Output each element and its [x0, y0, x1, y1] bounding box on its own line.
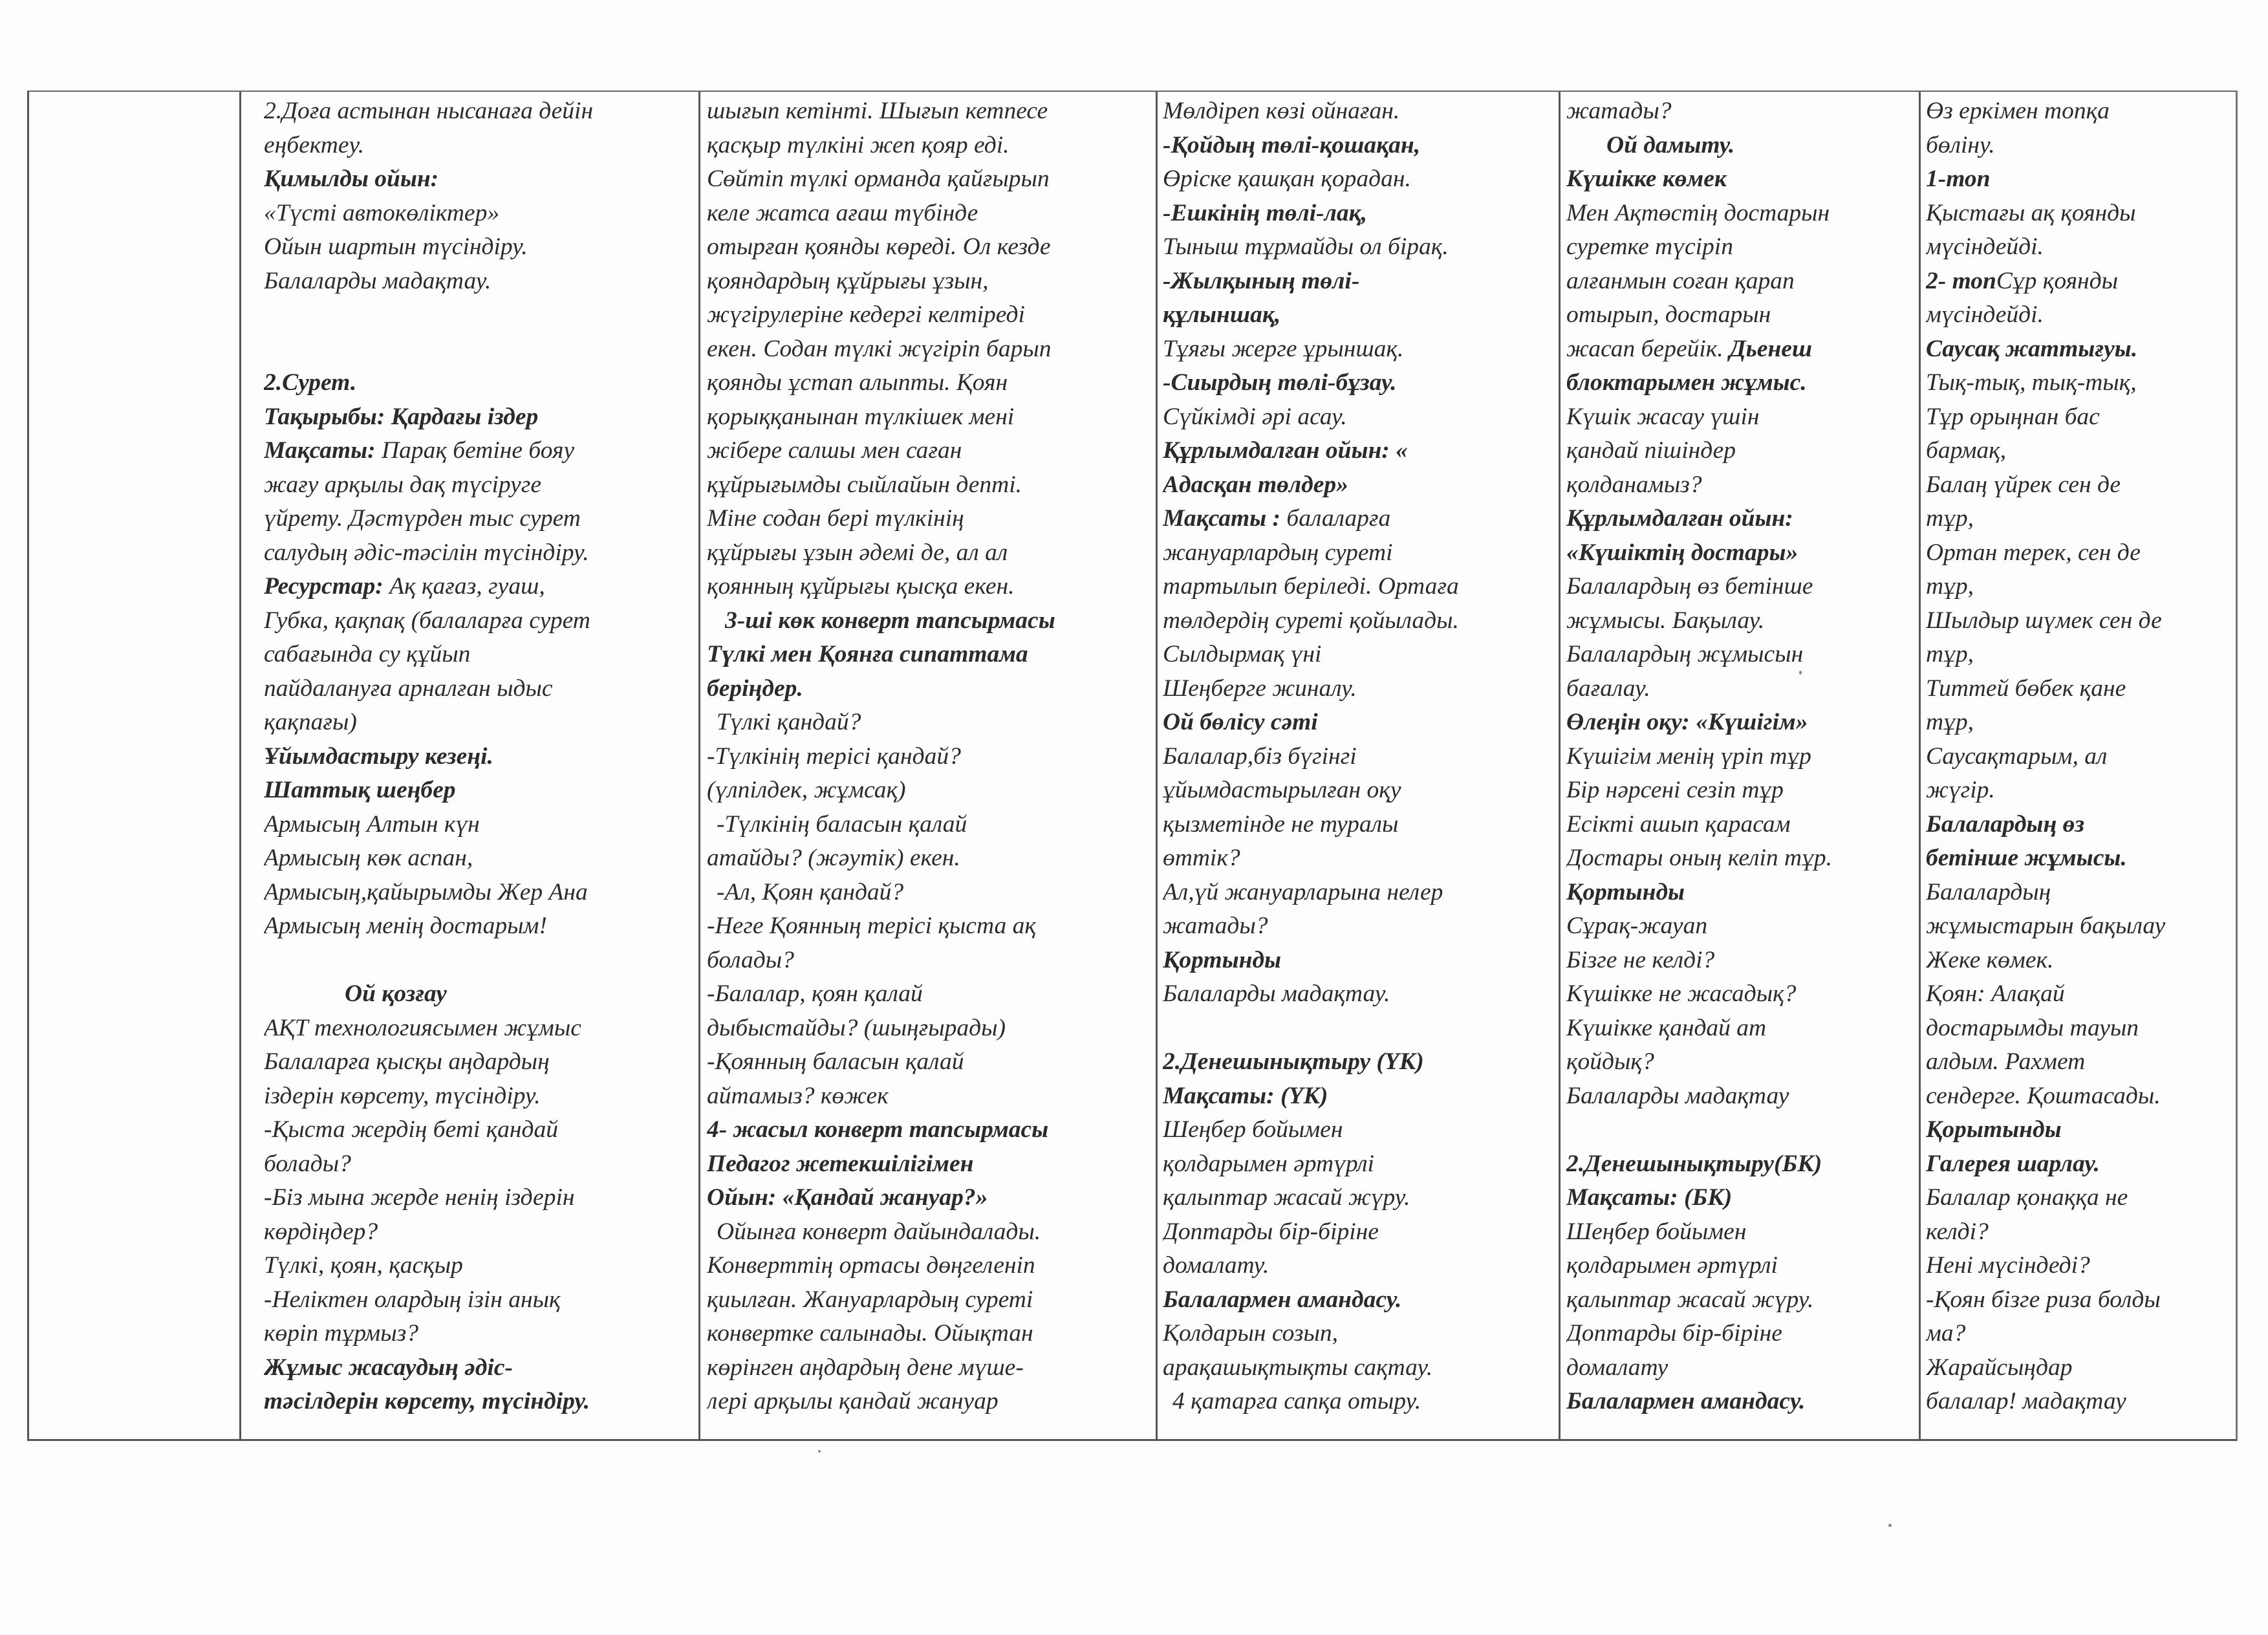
- text-line: (үлпілдек, жұмсақ): [707, 777, 906, 803]
- text-line: келді?: [1926, 1218, 1989, 1245]
- text-line: бармақ,: [1926, 437, 2007, 464]
- text-line: қасқыр түлкіні жеп қояр еді.: [707, 131, 1010, 158]
- text-line-label: Дьенеш: [1729, 335, 1813, 362]
- text-line: құйрығымды сыйлайын депті.: [707, 471, 1022, 498]
- text-line: Қолдарын созып,: [1163, 1320, 1339, 1347]
- text-line: -Қоян бізге риза болды: [1926, 1286, 2161, 1313]
- scan-speck: [1888, 1524, 1892, 1527]
- text-line: іздерін көрсету, түсіндіру.: [264, 1082, 541, 1109]
- scan-speck: [818, 1450, 821, 1453]
- column-divider: [698, 92, 700, 1439]
- text-line: Сүйкімді әрі асау.: [1163, 403, 1347, 430]
- text-line: [1163, 502, 1554, 536]
- text-line: еңбектеу.: [264, 131, 365, 158]
- text-line: «Күшіктің достары»: [1566, 539, 1798, 566]
- text-line: атайды? (жәутік) екен.: [707, 845, 960, 871]
- text-line: Конверттің ортасы дөңгеленіп: [707, 1252, 1035, 1279]
- text-line: қалыптар жасай жүру.: [1566, 1286, 1814, 1313]
- text-line: Күшігім менің үріп тұр: [1566, 742, 1811, 770]
- text-line: қиылған. Жануарлардың суреті: [707, 1286, 1033, 1313]
- text-line: [264, 332, 691, 367]
- text-line: 4 қатарға сапқа отыру.: [1172, 1388, 1421, 1414]
- text-line: алдым. Рахмет: [1926, 1048, 2086, 1075]
- text-line: Өз еркімен топқа: [1926, 98, 2110, 124]
- text-line: Балаларды мадақтау.: [264, 267, 491, 294]
- text-line: -Түлкінің баласын қалай: [717, 810, 967, 838]
- text-line: Күшікке не жасадық?: [1566, 980, 1797, 1007]
- text-line: [264, 434, 691, 468]
- text-line: Күшікке көмек: [1566, 166, 1727, 192]
- text-line: Міне содан бері түлкінің: [707, 505, 964, 532]
- text-line: Шеңбер бойымен: [1566, 1218, 1747, 1245]
- text-line: Мен Ақтөстің достарын: [1566, 199, 1830, 226]
- text-line: тұр,: [1926, 505, 1974, 532]
- text-line: жүгірулеріне кедергі келтіреді: [707, 301, 1025, 328]
- text-line: Ойынға конверт дайындалады.: [717, 1218, 1041, 1245]
- text-line: Балалардың өз: [1926, 810, 2085, 838]
- text-line: Саусақтарым, ал: [1926, 742, 2108, 770]
- text-line: бағалау.: [1566, 675, 1650, 702]
- text-line: Балалардың өз бетінше: [1566, 573, 1813, 600]
- text-line: қалыптар жасай жүру.: [1163, 1184, 1410, 1211]
- text-line: Балалардың: [1926, 878, 2051, 905]
- text-line-label: Ресурстар:: [264, 573, 383, 600]
- text-line: сендерге. Қоштасады.: [1926, 1082, 2161, 1109]
- text-line: жатады?: [1566, 98, 1672, 124]
- text-line: -Ешкінің төлі-лақ,: [1163, 199, 1368, 226]
- text-line: Ойын шартын түсіндіру.: [264, 233, 528, 260]
- text-line: балалар! мадақтау: [1926, 1388, 2126, 1414]
- text-line-label: Мақсаты:: [264, 437, 376, 464]
- text-line: бетінше жұмысы.: [1926, 845, 2127, 871]
- text-line: Адасқан төлдер»: [1163, 471, 1348, 498]
- text-line: [1566, 332, 1916, 367]
- text-line: Сөйтіп түлкі орманда қайғырып: [707, 166, 1050, 192]
- text-line: Нені мүсіндеді?: [1926, 1252, 2090, 1279]
- text-line: Балаларға қысқы аңдардың: [264, 1048, 550, 1075]
- table-cell-activity-5: [1926, 94, 2236, 1419]
- text-line: отырған қоянды көреді. Ол кезде: [707, 233, 1051, 260]
- text-line: отырып, достарын: [1566, 301, 1771, 328]
- text-line: тұр,: [1926, 573, 1974, 600]
- text-line: Ал,үй жануарларына нелер: [1163, 878, 1443, 905]
- text-line: құлыншақ,: [1163, 301, 1281, 328]
- text-line: болады?: [264, 1150, 351, 1177]
- text-line: қызметінде не туралы: [1163, 810, 1399, 838]
- text-line: -Неге Қоянның терісі қыста ақ: [707, 913, 1036, 939]
- text-line: -Түлкінің терісі қандай?: [707, 742, 961, 770]
- text-line: Күшікке қандай ат: [1566, 1014, 1767, 1041]
- text-line: Бір нәрсені сезіп тұр: [1566, 777, 1784, 803]
- text-line: -Қойдың төлі-қошақан,: [1163, 131, 1421, 158]
- text-line: үйрету. Дәстүрден тыс сурет: [264, 505, 581, 532]
- text-line: Жұмыс жасаудың әдіс-: [264, 1354, 513, 1381]
- text-line: Жеке көмек.: [1926, 946, 2054, 973]
- text-line: болады?: [707, 946, 794, 973]
- text-line-label: 2- топ: [1926, 267, 1996, 294]
- text-line: Сұрақ-жауап: [1566, 913, 1708, 939]
- text-line: жүгір.: [1926, 777, 1995, 803]
- text-line: көрінген аңдардың дене мүше-: [707, 1354, 1024, 1381]
- text-line: Күшік жасау үшін: [1566, 403, 1760, 430]
- text-line: -Қоянның баласын қалай: [707, 1048, 964, 1075]
- text-line: Шеңберге жиналу.: [1163, 675, 1357, 702]
- text-line: Ұйымдастыру кезеңі.: [264, 742, 493, 770]
- text-line: Балалармен амандасу.: [1163, 1286, 1402, 1313]
- text-line: Түлкі мен Қоянға сипаттама: [707, 641, 1028, 667]
- text-line-rest: жасап берейік.: [1566, 335, 1730, 362]
- text-line: Қоян: Алақай: [1926, 980, 2065, 1007]
- text-line: Балалар,біз бүгінгі: [1163, 742, 1357, 770]
- text-line: [264, 298, 691, 332]
- table-cell-activity-1: [264, 94, 691, 1419]
- text-line: 4- жасыл конверт тапсырмасы: [707, 1116, 1049, 1143]
- text-line: Шаттық шеңбер: [264, 777, 456, 803]
- text-line: жануарлардың суреті: [1163, 539, 1393, 566]
- text-line: -Балалар, қоян қалай: [707, 980, 923, 1007]
- text-line: көрдіңдер?: [264, 1218, 378, 1245]
- text-line: қолдарымен әртүрлі: [1163, 1150, 1374, 1177]
- text-line: жібере салшы мен саған: [707, 437, 962, 464]
- text-line: тәсілдерін көрсету, түсіндіру.: [264, 1388, 590, 1414]
- text-line-label: Мақсаты :: [1163, 505, 1281, 532]
- text-line: өттік?: [1163, 845, 1240, 871]
- text-line: достарымды тауып: [1926, 1014, 2139, 1041]
- text-line: төлдердің суреті қойылады.: [1163, 607, 1459, 634]
- text-line: жатады?: [1163, 913, 1268, 939]
- text-line: [1163, 1012, 1554, 1046]
- text-line: жағу арқылы дақ түсіруге: [264, 471, 542, 498]
- text-line: Ортан терек, сен де: [1926, 539, 2141, 566]
- text-line: Армысың,қайырымды Жер Ана: [264, 878, 588, 905]
- text-line: Галерея шарлау.: [1926, 1150, 2100, 1177]
- text-line: келе жатса ағаш түбінде: [707, 199, 978, 226]
- text-line: қоянды ұстап алыпты. Қоян: [707, 369, 1008, 396]
- text-line: Шеңбер бойымен: [1163, 1116, 1343, 1143]
- text-line: Құрлымдалған ойын:: [1566, 505, 1793, 532]
- text-line: -Жылқының төлі-: [1163, 267, 1360, 294]
- text-line: -Ал, Қоян қандай?: [717, 878, 904, 905]
- text-line: лері арқылы қандай жануар: [707, 1388, 999, 1414]
- text-line: Балаң үйрек сен де: [1926, 471, 2121, 498]
- table-cell-activity-2: [707, 94, 1150, 1419]
- text-line: Мөлдіреп көзі ойнаған.: [1163, 98, 1400, 124]
- text-line: Мақсаты: (ҮК): [1163, 1082, 1328, 1109]
- text-line: құйрығы ұзын әдемі де, ал ал: [707, 539, 1008, 566]
- text-line: Түлкі, қоян, қасқыр: [264, 1252, 463, 1279]
- text-line: ұйымдастырылған оқу: [1163, 777, 1401, 803]
- text-line: мүсіндейді.: [1926, 301, 2044, 328]
- text-line: Балалармен амандасу.: [1566, 1388, 1806, 1414]
- text-line: 2.Денешынықтыру(БК): [1566, 1150, 1822, 1177]
- text-line: екен. Содан түлкі жүгіріп барып: [707, 335, 1052, 362]
- text-line: Құрлымдалған ойын: «: [1163, 437, 1408, 464]
- text-line: пайдалануға арналған ыдыс: [264, 675, 553, 702]
- text-line: 2.Денешынықтыру (ҮК): [1163, 1048, 1424, 1075]
- text-line: Жарайсыңдар: [1926, 1354, 2073, 1381]
- text-line: Балалардың жұмысын: [1566, 641, 1804, 667]
- text-line: қолданамыз?: [1566, 471, 1702, 498]
- text-line: суретке түсіріп: [1566, 233, 1733, 260]
- text-line: сабағында су құйып: [264, 641, 471, 667]
- text-line: Қортынды: [1163, 946, 1282, 973]
- text-line: Ой дамыту.: [1606, 131, 1735, 158]
- column-divider: [239, 92, 241, 1439]
- text-line-rest: балаларға: [1280, 505, 1391, 532]
- text-line: домалату: [1566, 1354, 1669, 1381]
- table-cell-activity-3: [1163, 94, 1554, 1419]
- text-line: -Біз мына жерде ненің іздерін: [264, 1184, 575, 1211]
- text-line: жұмыстарын бақылау: [1926, 913, 2166, 939]
- text-line: Титтей бөбек қане: [1926, 675, 2126, 702]
- text-line: 2.Сурет.: [264, 369, 357, 396]
- text-line: Қорытынды: [1926, 1116, 2062, 1143]
- text-line: «Түсті автокөліктер»: [264, 199, 500, 226]
- text-line: қақпағы): [264, 709, 357, 735]
- column-divider: [1919, 92, 1921, 1439]
- text-line: беріңдер.: [707, 675, 803, 702]
- text-line: шығып кетінті. Шығып кетпесе: [707, 98, 1048, 124]
- lesson-plan-table: [27, 91, 2238, 1441]
- text-line: Саусақ жаттығуы.: [1926, 335, 2138, 362]
- scan-speck: [1799, 671, 1802, 675]
- text-line: Армысың Алтын күн: [264, 810, 480, 838]
- text-line: Ойын: «Қандай жануар?»: [707, 1184, 988, 1211]
- text-line: -Сиырдың төлі-бұзау.: [1163, 369, 1397, 396]
- text-line: дыбыстайды? (шыңғырады): [707, 1014, 1006, 1041]
- text-line: көріп тұрмыз?: [264, 1320, 419, 1347]
- text-line: [264, 570, 691, 604]
- text-line: Доптарды бір-біріне: [1163, 1218, 1379, 1245]
- text-line: конвертке салынады. Ойықтан: [707, 1320, 1033, 1347]
- text-line: [1566, 1113, 1916, 1147]
- text-line: қояндардың құйрығы ұзын,: [707, 267, 989, 294]
- text-line: қандай пішіндер: [1566, 437, 1736, 464]
- text-line: Шылдыр шүмек сен де: [1926, 607, 2162, 634]
- text-line: Армысың менің достарым!: [264, 913, 547, 939]
- text-line: Ой бөлісу сәті: [1163, 709, 1318, 735]
- text-line: Губка, қақпақ (балаларға сурет: [264, 607, 590, 634]
- text-line: қорыққанынан түлкішек мені: [707, 403, 1015, 430]
- text-line: Тыныш тұрмайды ол бірақ.: [1163, 233, 1449, 260]
- text-line: қоянның құйрығы қысқа екен.: [707, 573, 1015, 600]
- text-line: Доптарды бір-біріне: [1566, 1320, 1782, 1347]
- text-line: бөліну.: [1926, 131, 1995, 158]
- column-divider: [1559, 92, 1561, 1439]
- text-line: тұр,: [1926, 709, 1974, 735]
- text-line: Ой қозғау: [345, 980, 447, 1007]
- text-line: айтамыз? көжек: [707, 1082, 889, 1109]
- text-line: Бізге не келді?: [1566, 946, 1715, 973]
- text-line: Достары оның келіп тұр.: [1566, 845, 1832, 871]
- text-line: жұмысы. Бақылау.: [1566, 607, 1765, 634]
- text-line-rest: Ақ қағаз, гуаш,: [383, 573, 545, 600]
- text-line: Тақырыбы: Қардағы іздер: [264, 403, 539, 430]
- text-line: қолдарымен әртүрлі: [1566, 1252, 1778, 1279]
- text-line: ма?: [1926, 1320, 1966, 1347]
- text-line: мүсіндейді.: [1926, 233, 2044, 260]
- text-line: Мақсаты: (БК): [1566, 1184, 1733, 1211]
- table-cell-activity-4: [1566, 94, 1916, 1419]
- text-line: алғанмын соған қарап: [1566, 267, 1795, 294]
- text-line: Балаларды мадақтау.: [1163, 980, 1390, 1007]
- text-line: Педагог жетекшілігімен: [707, 1150, 974, 1177]
- text-line: Тұр орыңнан бас: [1926, 403, 2100, 430]
- text-line: Армысың көк аспан,: [264, 845, 473, 871]
- text-line: қойдық?: [1566, 1048, 1654, 1075]
- text-line: 2.Доға астынан нысанаға дейін: [264, 98, 594, 124]
- text-line: блоктарымен жұмыс.: [1566, 369, 1807, 396]
- text-line: салудың әдіс-тәсілін түсіндіру.: [264, 539, 589, 566]
- text-line-rest: Сұр қоянды: [1996, 267, 2118, 294]
- text-line: Өлеңін оқу: «Күшігім»: [1566, 709, 1808, 735]
- text-line: -Қыста жердің беті қандай: [264, 1116, 558, 1143]
- text-line: Есікті ашып қарасам: [1566, 810, 1791, 838]
- text-line: Қимылды ойын:: [264, 166, 439, 192]
- text-line: арақашықтықты сақтау.: [1163, 1354, 1433, 1381]
- text-line: Балалар қонаққа не: [1926, 1184, 2128, 1211]
- text-line: тартылып беріледі. Ортаға: [1163, 573, 1459, 600]
- text-line: 1-топ: [1926, 166, 1991, 192]
- text-line: тұр,: [1926, 641, 1974, 667]
- text-line: АҚТ технологиясымен жұмыс: [264, 1014, 581, 1041]
- text-line: Түлкі қандай?: [717, 709, 861, 735]
- text-line: домалату.: [1163, 1252, 1269, 1279]
- text-line: Өріске қашқан қорадан.: [1163, 166, 1411, 192]
- text-line: Қыстағы ақ қоянды: [1926, 199, 2136, 226]
- text-line: 3-ші көк конверт тапсырмасы: [725, 607, 1055, 634]
- text-line: [264, 944, 691, 978]
- text-line: [1926, 265, 2236, 299]
- column-divider: [1156, 92, 1158, 1439]
- text-line: Қортынды: [1566, 878, 1685, 905]
- text-line: Тұяғы жерге ұрыншақ.: [1163, 335, 1404, 362]
- text-line: Сылдырмақ үні: [1163, 641, 1322, 667]
- text-line: -Неліктен олардың ізін анық: [264, 1286, 561, 1313]
- text-line-rest: Парақ бетіне бояу: [375, 437, 575, 464]
- text-line: Тық-тық, тық-тық,: [1926, 369, 2137, 396]
- text-line: Балаларды мадақтау: [1566, 1082, 1789, 1109]
